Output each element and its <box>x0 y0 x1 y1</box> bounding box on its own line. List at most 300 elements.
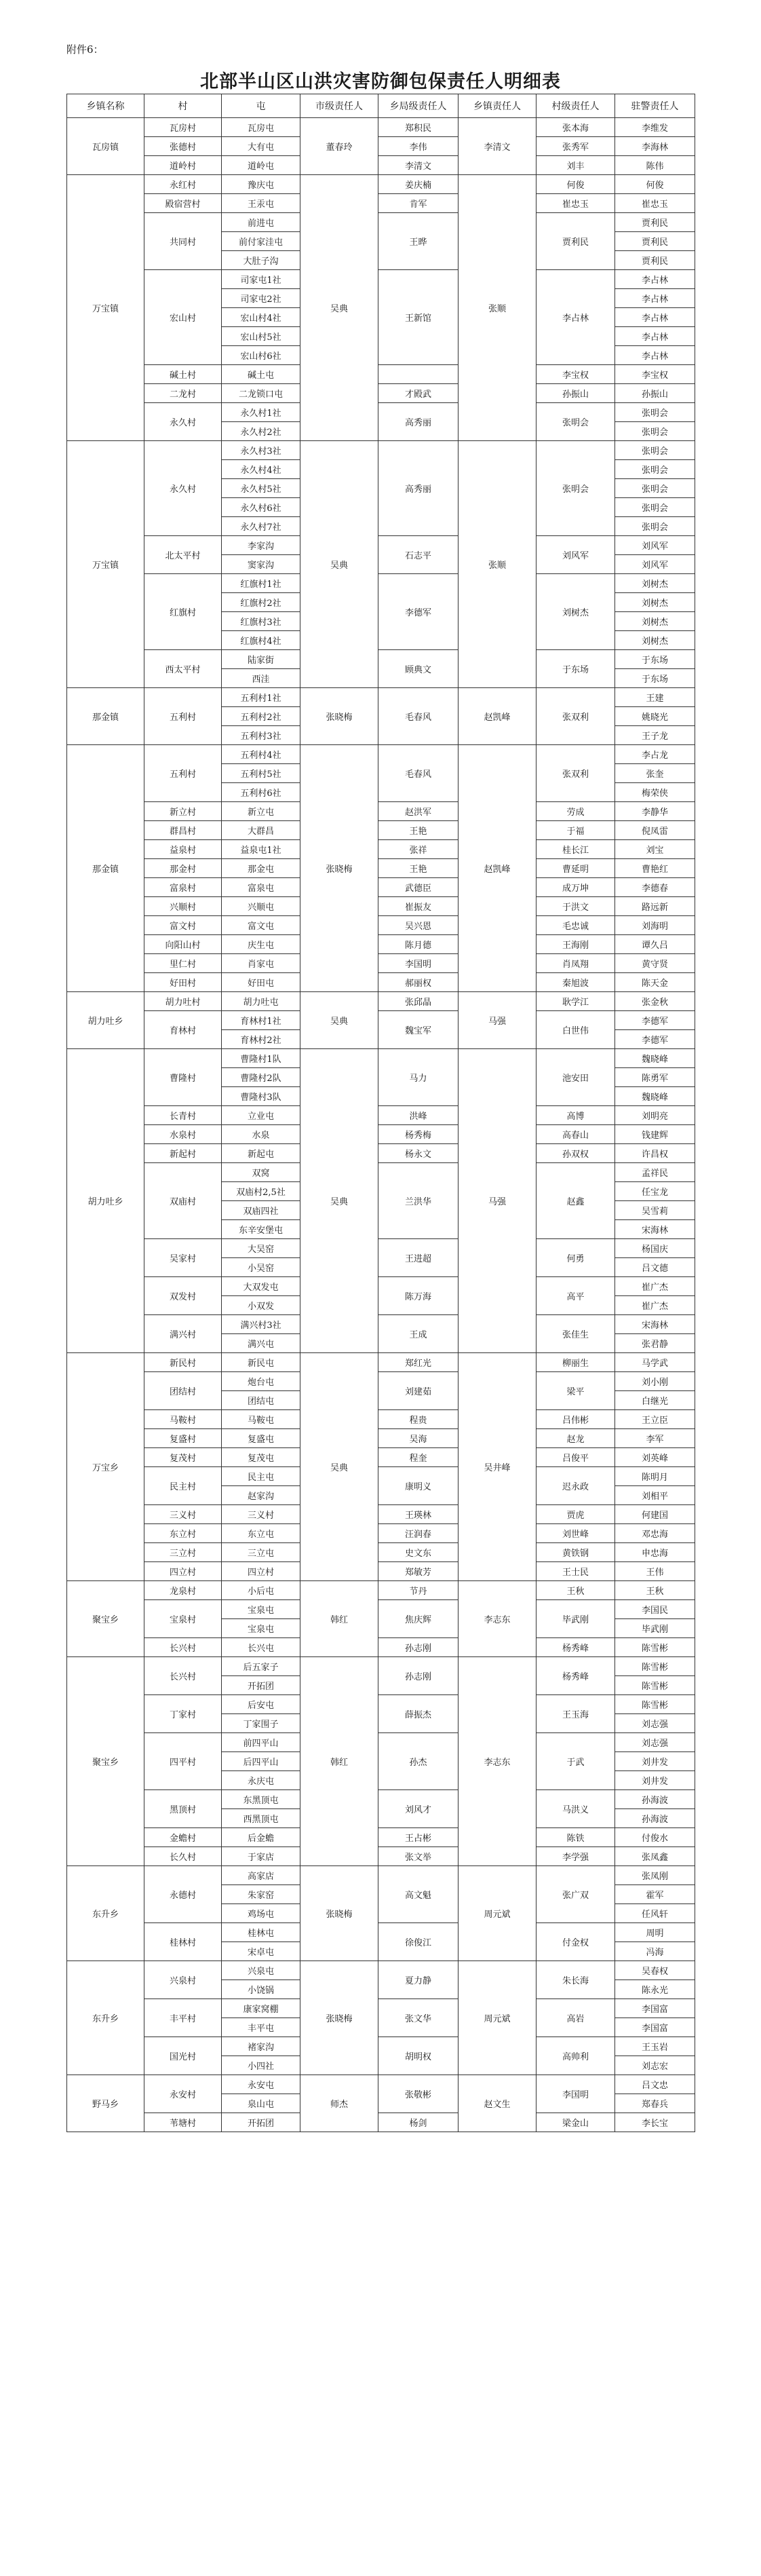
table-row <box>67 1657 695 1676</box>
police-person-cell: 于东场 <box>615 669 695 688</box>
bureau-person-cell <box>378 365 458 384</box>
table-row <box>67 1543 695 1562</box>
hamlet-cell: 后五家子 <box>222 1657 300 1676</box>
table-row <box>67 118 695 137</box>
hamlet-cell: 五利村1社 <box>222 688 300 707</box>
hamlet-cell: 长兴屯 <box>222 1638 300 1657</box>
table-row <box>67 574 695 593</box>
table-row <box>67 650 695 669</box>
city-person-cell: 韩红 <box>300 1581 378 1657</box>
header-village: 村 <box>144 94 222 118</box>
police-person-cell: 张明会 <box>615 460 695 479</box>
hamlet-cell: 永久村3社 <box>222 441 300 460</box>
police-person-cell: 陈明月 <box>615 1467 695 1486</box>
village-person-cell: 于东场 <box>536 650 615 688</box>
village-cell: 水泉村 <box>144 1125 222 1144</box>
village-person-cell: 桂长江 <box>536 840 615 859</box>
hamlet-cell: 复茂屯 <box>222 1448 300 1467</box>
hamlet-cell: 团结屯 <box>222 1391 300 1410</box>
police-person-cell: 任风轩 <box>615 1904 695 1923</box>
table-row <box>67 1847 695 1866</box>
police-person-cell: 邓忠海 <box>615 1524 695 1543</box>
hamlet-cell: 后四平山 <box>222 1752 300 1771</box>
police-person-cell: 宋海林 <box>615 1220 695 1239</box>
bureau-person-cell: 陈万海 <box>378 1277 458 1315</box>
town-person-cell: 李志东 <box>458 1657 536 1866</box>
bureau-person-cell: 吴兴恩 <box>378 916 458 935</box>
hamlet-cell: 五利村5社 <box>222 764 300 783</box>
police-person-cell: 谭久吕 <box>615 935 695 954</box>
police-person-cell: 于东场 <box>615 650 695 669</box>
village-person-cell: 李学强 <box>536 1847 615 1866</box>
bureau-person-cell: 吴海 <box>378 1429 458 1448</box>
table-row <box>67 897 695 916</box>
hamlet-cell: 小吴窑 <box>222 1258 300 1277</box>
police-person-cell: 刘英峰 <box>615 1448 695 1467</box>
village-person-cell: 孙双权 <box>536 1144 615 1163</box>
bureau-person-cell: 毛春风 <box>378 688 458 745</box>
police-person-cell: 刘风军 <box>615 555 695 574</box>
hamlet-cell: 鸡场屯 <box>222 1904 300 1923</box>
document-title: 北部半山区山洪灾害防御包保责任人明细表 <box>200 71 561 92</box>
village-person-cell: 高博 <box>536 1106 615 1125</box>
bureau-person-cell: 兰洪华 <box>378 1163 458 1239</box>
header-hamlet: 屯 <box>222 94 300 118</box>
table-row <box>67 1790 695 1809</box>
police-person-cell: 王立臣 <box>615 1410 695 1429</box>
village-person-cell: 付金权 <box>536 1923 615 1961</box>
hamlet-cell: 丰平屯 <box>222 2018 300 2037</box>
village-cell: 兴顺村 <box>144 897 222 916</box>
village-cell: 育林村 <box>144 1011 222 1049</box>
city-person-cell: 张晓梅 <box>300 1866 378 1961</box>
bureau-person-cell: 马力 <box>378 1049 458 1106</box>
village-person-cell: 王海刚 <box>536 935 615 954</box>
police-person-cell: 刘海明 <box>615 916 695 935</box>
village-cell: 丰平村 <box>144 1999 222 2037</box>
village-cell: 桂林村 <box>144 1923 222 1961</box>
table-row <box>67 156 695 175</box>
table-row <box>67 194 695 213</box>
bureau-person-cell: 节丹 <box>378 1581 458 1600</box>
police-person-cell: 王伟 <box>615 1562 695 1581</box>
bureau-person-cell: 王成 <box>378 1315 458 1353</box>
police-person-cell: 孟祥民 <box>615 1163 695 1182</box>
bureau-person-cell: 王艳 <box>378 821 458 840</box>
village-person-cell: 贾虎 <box>536 1505 615 1524</box>
bureau-person-cell: 张祥 <box>378 840 458 859</box>
village-person-cell: 杨秀峰 <box>536 1638 615 1657</box>
village-cell: 群昌村 <box>144 821 222 840</box>
police-person-cell: 曹艳红 <box>615 859 695 878</box>
village-cell: 永红村 <box>144 175 222 194</box>
city-person-cell: 吴典 <box>300 992 378 1049</box>
hamlet-cell: 陆家街 <box>222 650 300 669</box>
bureau-person-cell: 石志平 <box>378 536 458 574</box>
village-person-cell: 白世伟 <box>536 1011 615 1049</box>
police-person-cell: 李占龙 <box>615 745 695 764</box>
hamlet-cell: 永庆屯 <box>222 1771 300 1790</box>
village-cell: 五利村 <box>144 745 222 802</box>
police-person-cell: 张凤鑫 <box>615 1847 695 1866</box>
table-row <box>67 878 695 897</box>
police-person-cell: 贾利民 <box>615 232 695 251</box>
hamlet-cell: 新民屯 <box>222 1353 300 1372</box>
table-row <box>67 1638 695 1657</box>
hamlet-cell: 小四社 <box>222 2056 300 2075</box>
table-row <box>67 1581 695 1600</box>
town-person-cell: 马强 <box>458 1049 536 1353</box>
village-person-cell: 梁平 <box>536 1372 615 1410</box>
police-person-cell: 李长宝 <box>615 2113 695 2132</box>
hamlet-cell: 满兴屯 <box>222 1334 300 1353</box>
table-row <box>67 213 695 232</box>
town-person-cell: 吴井峰 <box>458 1353 536 1581</box>
village-person-cell: 高帅利 <box>536 2037 615 2075</box>
bureau-person-cell: 孙志刚 <box>378 1657 458 1695</box>
village-cell: 双庙村 <box>144 1163 222 1239</box>
header-city-person: 市级责任人 <box>300 94 378 118</box>
bureau-person-cell: 毛春风 <box>378 745 458 802</box>
village-person-cell: 池安田 <box>536 1049 615 1106</box>
hamlet-cell: 庆生屯 <box>222 935 300 954</box>
table-row <box>67 1695 695 1714</box>
hamlet-cell: 碱土屯 <box>222 365 300 384</box>
table-row <box>67 137 695 156</box>
police-person-cell: 霍军 <box>615 1885 695 1904</box>
police-person-cell: 张明会 <box>615 517 695 536</box>
hamlet-cell: 新立屯 <box>222 802 300 821</box>
hamlet-cell: 兴泉屯 <box>222 1961 300 1980</box>
table-row <box>67 1277 695 1296</box>
village-cell: 向阳山村 <box>144 935 222 954</box>
bureau-person-cell: 王艳 <box>378 859 458 878</box>
town-cell: 胡力吐乡 <box>67 992 144 1049</box>
table-row <box>67 1467 695 1486</box>
village-person-cell: 吕伟彬 <box>536 1410 615 1429</box>
table-row <box>67 1011 695 1030</box>
village-person-cell: 高平 <box>536 1277 615 1315</box>
police-person-cell: 任宝龙 <box>615 1182 695 1201</box>
city-person-cell: 吴典 <box>300 175 378 441</box>
table-row <box>67 1866 695 1885</box>
bureau-person-cell: 郑敏芳 <box>378 1562 458 1581</box>
village-cell: 富泉村 <box>144 878 222 897</box>
bureau-person-cell: 杨剑 <box>378 2113 458 2132</box>
table-row <box>67 1600 695 1619</box>
village-cell: 吴家村 <box>144 1239 222 1277</box>
hamlet-cell: 永久村6社 <box>222 498 300 517</box>
police-person-cell: 李维发 <box>615 118 695 137</box>
hamlet-cell: 永久村4社 <box>222 460 300 479</box>
town-person-cell: 张顺 <box>458 441 536 688</box>
police-person-cell: 倪凤雷 <box>615 821 695 840</box>
police-person-cell: 刘相平 <box>615 1486 695 1505</box>
village-person-cell: 王玉海 <box>536 1695 615 1733</box>
bureau-person-cell: 魏宝军 <box>378 1011 458 1049</box>
table-row <box>67 2075 695 2094</box>
bureau-person-cell: 孙杰 <box>378 1733 458 1790</box>
village-person-cell: 李宝权 <box>536 365 615 384</box>
village-person-cell: 张本海 <box>536 118 615 137</box>
bureau-person-cell: 徐俊江 <box>378 1923 458 1961</box>
police-person-cell: 陈永光 <box>615 1980 695 1999</box>
hamlet-cell: 水泉 <box>222 1125 300 1144</box>
village-person-cell: 何俊 <box>536 175 615 194</box>
table-row <box>67 2113 695 2132</box>
village-cell: 红旗村 <box>144 574 222 650</box>
town-person-cell: 周元斌 <box>458 1961 536 2075</box>
bureau-person-cell: 姜庆楠 <box>378 175 458 194</box>
hamlet-cell: 肖家屯 <box>222 954 300 973</box>
hamlet-cell: 红旗村1社 <box>222 574 300 593</box>
bureau-person-cell: 薛振杰 <box>378 1695 458 1733</box>
hamlet-cell: 兴顺屯 <box>222 897 300 916</box>
bureau-person-cell: 汪润春 <box>378 1524 458 1543</box>
police-person-cell: 刘志宏 <box>615 2056 695 2075</box>
hamlet-cell: 大吴窑 <box>222 1239 300 1258</box>
town-cell: 万宝乡 <box>67 1353 144 1581</box>
hamlet-cell: 育林村2社 <box>222 1030 300 1049</box>
police-person-cell: 吕文忠 <box>615 2075 695 2094</box>
hamlet-cell: 民主屯 <box>222 1467 300 1486</box>
hamlet-cell: 丁家围子 <box>222 1714 300 1733</box>
bureau-person-cell: 郑红光 <box>378 1353 458 1372</box>
police-person-cell: 冯海 <box>615 1942 695 1961</box>
police-person-cell: 李占林 <box>615 308 695 327</box>
village-person-cell: 张广双 <box>536 1866 615 1923</box>
village-person-cell: 赵鑫 <box>536 1163 615 1239</box>
header-village-person: 村级责任人 <box>536 94 615 118</box>
hamlet-cell: 前四平山 <box>222 1733 300 1752</box>
header-town: 乡镇名称 <box>67 94 144 118</box>
village-person-cell: 杨秀峰 <box>536 1657 615 1695</box>
header-town-person: 乡镇责任人 <box>458 94 536 118</box>
table-row <box>67 821 695 840</box>
hamlet-cell: 永久村5社 <box>222 479 300 498</box>
police-person-cell: 陈雪彬 <box>615 1676 695 1695</box>
header-police-person: 驻警责任人 <box>615 94 695 118</box>
table-row <box>67 840 695 859</box>
village-cell: 瓦房村 <box>144 118 222 137</box>
hamlet-cell: 红旗村3社 <box>222 612 300 631</box>
police-person-cell: 李国富 <box>615 1999 695 2018</box>
village-cell: 东立村 <box>144 1524 222 1543</box>
table-row <box>67 1733 695 1752</box>
village-person-cell: 迟永政 <box>536 1467 615 1505</box>
police-person-cell: 张奎 <box>615 764 695 783</box>
hamlet-cell: 西洼 <box>222 669 300 688</box>
village-cell: 复盛村 <box>144 1429 222 1448</box>
bureau-person-cell: 洪峰 <box>378 1106 458 1125</box>
bureau-person-cell: 史文东 <box>378 1543 458 1562</box>
town-person-cell: 周元斌 <box>458 1866 536 1961</box>
village-cell: 张德村 <box>144 137 222 156</box>
hamlet-cell: 褚家沟 <box>222 2037 300 2056</box>
hamlet-cell: 大群昌 <box>222 821 300 840</box>
police-person-cell: 张明会 <box>615 422 695 441</box>
bureau-person-cell: 郑积民 <box>378 118 458 137</box>
village-person-cell: 李国明 <box>536 2075 615 2113</box>
hamlet-cell: 复盛屯 <box>222 1429 300 1448</box>
police-person-cell: 王玉岩 <box>615 2037 695 2056</box>
police-person-cell: 申忠海 <box>615 1543 695 1562</box>
table-row <box>67 1353 695 1372</box>
city-person-cell: 张晓梅 <box>300 688 378 745</box>
village-cell: 苇塘村 <box>144 2113 222 2132</box>
hamlet-cell: 好田屯 <box>222 973 300 992</box>
bureau-person-cell: 高秀丽 <box>378 403 458 441</box>
table-row <box>67 175 695 194</box>
town-cell: 那金镇 <box>67 745 144 992</box>
table-row <box>67 1410 695 1429</box>
police-person-cell: 李占林 <box>615 346 695 365</box>
table-row <box>67 1125 695 1144</box>
police-person-cell: 吴春权 <box>615 1961 695 1980</box>
table-row <box>67 954 695 973</box>
police-person-cell: 杨国庆 <box>615 1239 695 1258</box>
hamlet-cell: 高家店 <box>222 1866 300 1885</box>
village-person-cell: 毛忠诚 <box>536 916 615 935</box>
police-person-cell: 陈雪彬 <box>615 1695 695 1714</box>
village-person-cell: 张双利 <box>536 688 615 745</box>
table-row <box>67 1049 695 1068</box>
bureau-person-cell: 张文华 <box>378 1999 458 2037</box>
hamlet-cell: 司家屯2社 <box>222 289 300 308</box>
police-person-cell: 李占林 <box>615 327 695 346</box>
police-person-cell: 张凤刚 <box>615 1866 695 1885</box>
bureau-person-cell: 顾典文 <box>378 650 458 688</box>
village-person-cell: 于福 <box>536 821 615 840</box>
police-person-cell: 王子龙 <box>615 726 695 745</box>
police-person-cell: 孙海波 <box>615 1790 695 1809</box>
police-person-cell: 毕武刚 <box>615 1619 695 1638</box>
table-row <box>67 1999 695 2018</box>
hamlet-cell: 五利村4社 <box>222 745 300 764</box>
bureau-person-cell: 陈月德 <box>378 935 458 954</box>
village-cell: 三义村 <box>144 1505 222 1524</box>
police-person-cell: 姚晓光 <box>615 707 695 726</box>
police-person-cell: 刘树杰 <box>615 612 695 631</box>
village-cell: 殿宿营村 <box>144 194 222 213</box>
village-cell: 二龙村 <box>144 384 222 403</box>
city-person-cell: 董春玲 <box>300 118 378 175</box>
hamlet-cell: 大肚子沟 <box>222 251 300 270</box>
police-person-cell: 张明会 <box>615 498 695 517</box>
police-person-cell: 李国富 <box>615 2018 695 2037</box>
city-person-cell: 韩红 <box>300 1657 378 1866</box>
police-person-cell: 黄守贤 <box>615 954 695 973</box>
hamlet-cell: 三立屯 <box>222 1543 300 1562</box>
hamlet-cell: 永久村1社 <box>222 403 300 422</box>
police-person-cell: 刘小刚 <box>615 1372 695 1391</box>
table-row <box>67 1448 695 1467</box>
hamlet-cell: 赵家沟 <box>222 1486 300 1505</box>
table-row <box>67 992 695 1011</box>
police-person-cell: 王秋 <box>615 1581 695 1600</box>
hamlet-cell: 双庙村2,5社 <box>222 1182 300 1201</box>
city-person-cell: 吴典 <box>300 1049 378 1353</box>
village-person-cell: 于洪文 <box>536 897 615 916</box>
police-person-cell: 张君静 <box>615 1334 695 1353</box>
police-person-cell: 崔广杰 <box>615 1277 695 1296</box>
police-person-cell: 张明会 <box>615 403 695 422</box>
hamlet-cell: 新起屯 <box>222 1144 300 1163</box>
village-cell: 长兴村 <box>144 1657 222 1695</box>
police-person-cell: 孙海波 <box>615 1809 695 1828</box>
hamlet-cell: 满兴村3社 <box>222 1315 300 1334</box>
town-person-cell: 李志东 <box>458 1581 536 1657</box>
hamlet-cell: 道岭屯 <box>222 156 300 175</box>
village-cell: 新起村 <box>144 1144 222 1163</box>
village-person-cell: 高春山 <box>536 1125 615 1144</box>
hamlet-cell: 小双发 <box>222 1296 300 1315</box>
village-cell: 宝泉村 <box>144 1600 222 1638</box>
village-person-cell: 耿学江 <box>536 992 615 1011</box>
hamlet-cell: 康家窝棚 <box>222 1999 300 2018</box>
hamlet-cell: 双庙四社 <box>222 1201 300 1220</box>
bureau-person-cell: 张邱晶 <box>378 992 458 1011</box>
village-person-cell: 毕武刚 <box>536 1600 615 1638</box>
bureau-person-cell: 武德臣 <box>378 878 458 897</box>
police-person-cell: 许昌权 <box>615 1144 695 1163</box>
bureau-person-cell: 崔振友 <box>378 897 458 916</box>
village-cell: 复茂村 <box>144 1448 222 1467</box>
police-person-cell: 李德春 <box>615 878 695 897</box>
village-cell: 永安村 <box>144 2075 222 2113</box>
bureau-person-cell: 杨永文 <box>378 1144 458 1163</box>
hamlet-cell: 曹隆村1队 <box>222 1049 300 1068</box>
hamlet-cell: 前付家洼屯 <box>222 232 300 251</box>
village-person-cell: 王士民 <box>536 1562 615 1581</box>
police-person-cell: 李占林 <box>615 289 695 308</box>
village-cell: 好田村 <box>144 973 222 992</box>
table-row <box>67 745 695 764</box>
hamlet-cell: 宏山村5社 <box>222 327 300 346</box>
village-cell: 道岭村 <box>144 156 222 175</box>
hamlet-cell: 立业屯 <box>222 1106 300 1125</box>
bureau-person-cell: 焦庆辉 <box>378 1600 458 1638</box>
table-row <box>67 1239 695 1258</box>
village-cell: 共同村 <box>144 213 222 270</box>
police-person-cell: 魏晓峰 <box>615 1049 695 1068</box>
police-person-cell: 李静华 <box>615 802 695 821</box>
hamlet-cell: 朱家窑 <box>222 1885 300 1904</box>
town-cell: 东升乡 <box>67 1961 144 2075</box>
village-person-cell: 于武 <box>536 1733 615 1790</box>
police-person-cell: 钱建辉 <box>615 1125 695 1144</box>
village-person-cell: 张双利 <box>536 745 615 802</box>
table-row <box>67 441 695 460</box>
village-person-cell: 李占林 <box>536 270 615 365</box>
hamlet-cell: 后金蟾 <box>222 1828 300 1847</box>
city-person-cell: 吴典 <box>300 1353 378 1581</box>
village-person-cell: 张秀军 <box>536 137 615 156</box>
hamlet-cell: 前进屯 <box>222 213 300 232</box>
bureau-person-cell: 李德军 <box>378 574 458 650</box>
bureau-person-cell: 高文魁 <box>378 1866 458 1923</box>
village-person-cell: 赵龙 <box>536 1429 615 1448</box>
police-person-cell: 陈雪彬 <box>615 1638 695 1657</box>
police-person-cell: 何建国 <box>615 1505 695 1524</box>
village-person-cell: 贾利民 <box>536 213 615 270</box>
police-person-cell: 吴雪莉 <box>615 1201 695 1220</box>
village-cell: 龙泉村 <box>144 1581 222 1600</box>
village-cell: 西太平村 <box>144 650 222 688</box>
police-person-cell: 陈天金 <box>615 973 695 992</box>
police-person-cell: 刘树杰 <box>615 593 695 612</box>
town-cell: 东升乡 <box>67 1866 144 1961</box>
